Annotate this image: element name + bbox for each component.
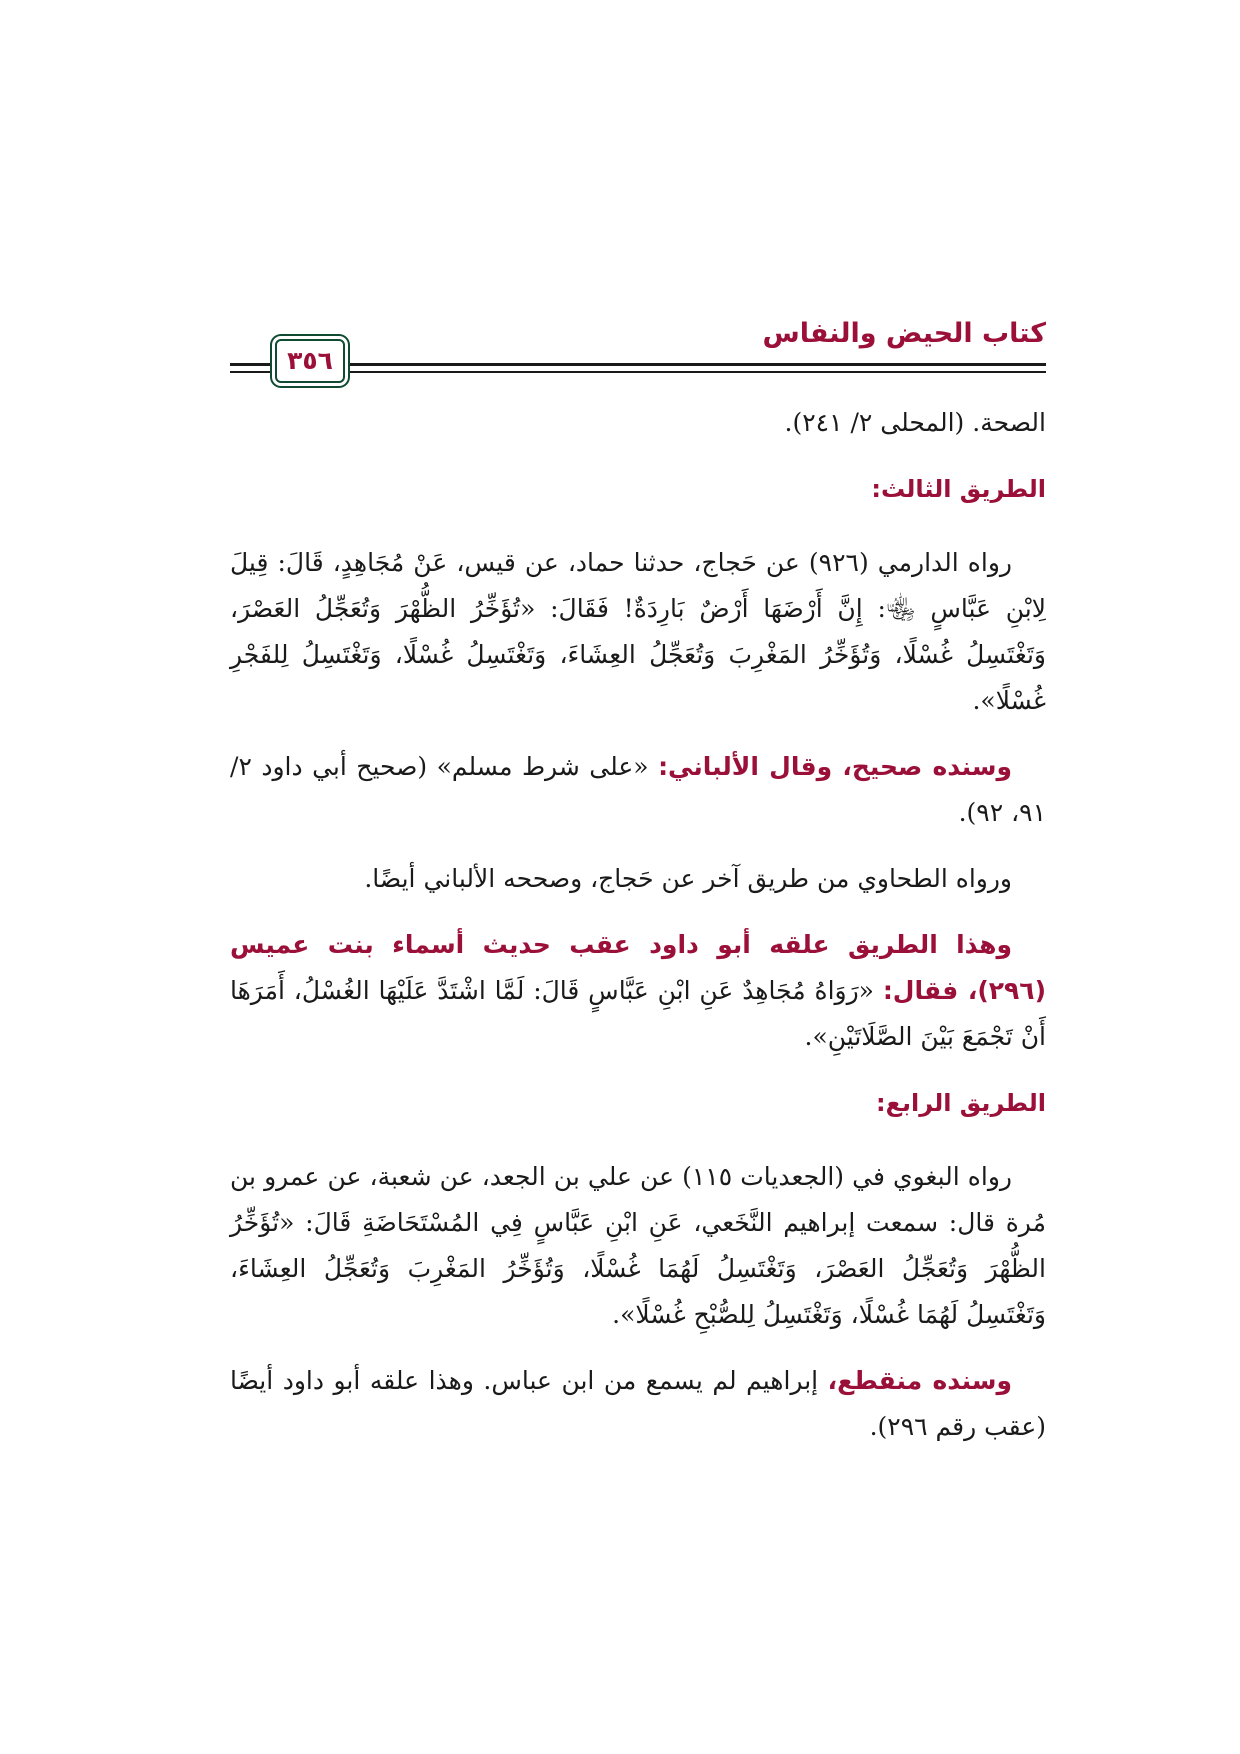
highlight-text: وهذا الطريق علقه أبو داود عقب حديث أسماء بنت عميس (٢٩٦)، فقال: [230, 930, 1046, 1005]
paragraph-text-rest: «رَوَاهُ مُجَاهِدٌ عَنِ ابْنِ عَبَّاسٍ قَالَ: لَمَّا اشْتَدَّ عَلَيْهَا الغُسْلُ، أَمَرَهَا أَنْ تَجْمَعَ بَيْنَ الصَّلَاتَيْنِ». [230, 976, 1046, 1051]
section-heading-fourth-path [230, 1080, 1046, 1126]
book-title: كتاب الحيض والنفاس [762, 318, 1046, 349]
paragraph-text: رواه البغوي في (الجعديات ١١٥) عن علي بن الجعد، عن شعبة، عن عمرو بن مُرة قال: سمعت إبراهيم النَّخَعي، عَنِ ابْنِ عَبَّاسٍ فِي المُسْتَحَاضَةِ قَالَ: «تُؤَخِّرُ الظُّهْرَ وَتُعَجِّلُ العَصْرَ، وَتَغْتَسِلُ لَهُمَا غُسْلًا، وَتُؤَخِّرُ المَغْرِبَ وَتُعَجِّلُ العِشَاءَ، وَتَغْتَسِلُ لَهُمَا غُسْلًا، وَتَغْتَسِلُ لِلصُّبْحِ غُسْلًا». [230, 1162, 1046, 1329]
paragraph-text [230, 744, 1046, 836]
header-rule [230, 363, 1046, 366]
header-rule [230, 371, 1046, 373]
highlight-text: وسنده صحيح، وقال الألباني: [658, 752, 1012, 781]
section-heading-third-path [230, 466, 1046, 512]
page-header [230, 318, 1046, 388]
paragraph-text: رواه الدارمي (٩٢٦) عن حَجاج، حدثنا حماد، عن قيس، عَنْ مُجَاهِدٍ، قَالَ: قِيلَ لِابْنِ عَبَّاسٍ ﵄: إِنَّ أَرْضَهَا أَرْضٌ بَارِدَةٌ! فَقَالَ: «تُؤَخِّرُ الظُّهْرَ وَتُعَجِّلُ العَصْرَ، وَتَغْتَسِلُ غُسْلًا، وَتُؤَخِّرُ المَغْرِبَ وَتُعَجِّلُ العِشَاءَ، وَتَغْتَسِلُ غُسْلًا، وَتَغْتَسِلُ لِلفَجْرِ غُسْلًا». [230, 548, 1046, 715]
section-heading: الطريق الرابع: [876, 1089, 1046, 1117]
page-number-frame [275, 339, 345, 383]
paragraph-text-rest: «على شرط مسلم» (صحيح أبي داود ٢/ ٩١، ٩٢). [230, 752, 1046, 827]
paragraph-text [230, 922, 1046, 1060]
paragraph-text-rest: إبراهيم لم يسمع من ابن عباس. وهذا علقه أبو داود أيضًا (عقب رقم ٢٩٦). [230, 1366, 1046, 1441]
page-number: ٣٥٦ [287, 346, 333, 375]
paragraph-text: الصحة. (المحلى ٢/ ٢٤١). [784, 408, 1046, 437]
page-body [230, 400, 1046, 1450]
highlight-text: وسنده منقطع، [827, 1366, 1013, 1395]
paragraph-text: ورواه الطحاوي من طريق آخر عن حَجاج، وصححه الألباني أيضًا. [364, 864, 1012, 893]
section-heading: الطريق الثالث: [871, 475, 1046, 503]
paragraph-text [230, 1358, 1046, 1450]
